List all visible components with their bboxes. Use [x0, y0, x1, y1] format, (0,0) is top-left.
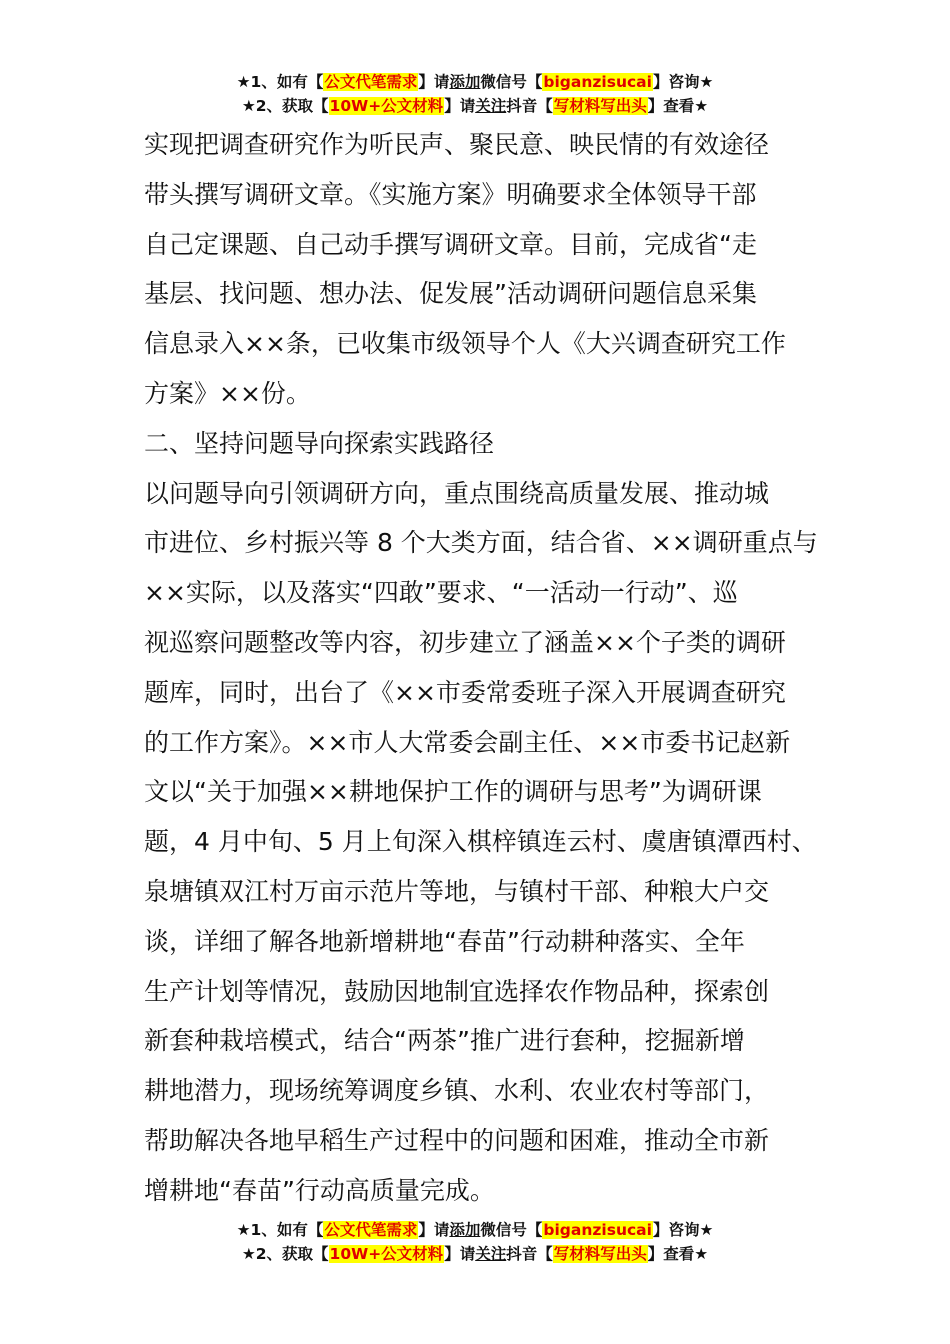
body-line: 自己定课题、自己动手撰写调研文章。目前，完成省“走: [144, 229, 757, 259]
banner-underline: 关注: [475, 1245, 507, 1263]
banner-text: 】请: [418, 73, 450, 91]
banner-line-1: [0, 70, 950, 94]
body-line: 帮助解决各地早稻生产过程中的问题和困难，推动全市新: [144, 1125, 770, 1155]
banner-highlight: 10W+公文材料: [329, 97, 444, 115]
banner-text: 】查看★: [647, 97, 709, 115]
banner-highlight: 公文代笔需求: [324, 1221, 418, 1239]
footer-banner: [0, 1218, 950, 1266]
body-line: ××实际，以及落实“四敢”要求、“一活动一行动”、巡: [144, 578, 738, 608]
banner-line-2: [0, 1242, 950, 1266]
body-line: 市进位、乡村振兴等 8 个大类方面，结合省、××调研重点与: [144, 528, 818, 558]
banner-text: ★2、获取【: [241, 1245, 329, 1263]
banner-underline: 关注: [475, 97, 507, 115]
body-line: 耕地潜力，现场统筹调度乡镇、水利、农业农村等部门，: [144, 1076, 770, 1106]
body-line: 视巡察问题整改等内容，初步建立了涵盖××个子类的调研: [144, 627, 786, 657]
banner-highlight: biganzisucai: [543, 1221, 652, 1239]
body-line: 带头撰写调研文章。《实施方案》明确要求全体领导干部: [144, 179, 757, 209]
section-heading: 二、坚持问题导向探索实践路径: [144, 428, 495, 458]
body-line: 谈，详细了解各地新增耕地“春苗”行动耕种落实、全年: [144, 926, 745, 956]
banner-highlight: 10W+公文材料: [329, 1245, 444, 1263]
body-line: 的工作方案》。××市人大常委会副主任、××市委书记赵新: [144, 727, 791, 757]
banner-text: 】咨询★: [652, 73, 714, 91]
body-line: 实现把调查研究作为听民声、聚民意、映民情的有效途径: [144, 130, 770, 159]
banner-text: 抖音【: [506, 97, 553, 115]
banner-text: ★1、如有【: [236, 1221, 324, 1239]
banner-text: ★1、如有【: [236, 73, 324, 91]
banner-text: 】请: [418, 1221, 450, 1239]
body-line: 以问题导向引领调研方向，重点围绕高质量发展、推动城: [144, 478, 770, 508]
header-banner: [0, 70, 950, 118]
banner-text: 抖音【: [506, 1245, 553, 1263]
body-line: 题，4 月中旬、5 月上旬深入棋梓镇连云村、虞唐镇潭西村、: [144, 827, 817, 857]
banner-underline: 添加: [449, 73, 481, 91]
banner-highlight: 写材料写出头: [553, 97, 647, 115]
banner-highlight: 写材料写出头: [553, 1245, 647, 1263]
body-line: 题库，同时，出台了《××市委常委班子深入开展调查研究: [144, 677, 786, 707]
body-line: 信息录入××条，已收集市级领导个人《大兴调查研究工作: [144, 329, 786, 359]
banner-text: 微信号【: [480, 73, 543, 91]
body-line: 文以“关于加强××耕地保护工作的调研与思考”为调研课: [144, 777, 762, 807]
banner-text: ★2、获取【: [241, 97, 329, 115]
banner-highlight: biganzisucai: [543, 73, 652, 91]
banner-text: 】查看★: [647, 1245, 709, 1263]
document-body: [144, 120, 824, 1216]
banner-text: 】请: [444, 1245, 476, 1263]
body-line: 生产计划等情况，鼓励因地制宜选择农作物品种，探索创: [144, 976, 770, 1006]
body-line: 新套种栽培模式，结合“两茶”推广进行套种，挖掘新增: [144, 1026, 745, 1056]
body-line: 基层、找问题、想办法、促发展”活动调研问题信息采集: [144, 279, 757, 309]
banner-underline: 添加: [449, 1221, 481, 1239]
banner-line-2: [0, 94, 950, 118]
banner-text: 】请: [444, 97, 476, 115]
banner-text: 微信号【: [480, 1221, 543, 1239]
body-line: 方案》××份。: [144, 378, 311, 408]
banner-highlight: 公文代笔需求: [324, 73, 418, 91]
banner-line-1: [0, 1218, 950, 1242]
body-line: 增耕地“春苗”行动高质量完成。: [144, 1175, 495, 1205]
body-line: 泉塘镇双江村万亩示范片等地，与镇村干部、种粮大户交: [144, 876, 770, 906]
banner-text: 】咨询★: [652, 1221, 714, 1239]
